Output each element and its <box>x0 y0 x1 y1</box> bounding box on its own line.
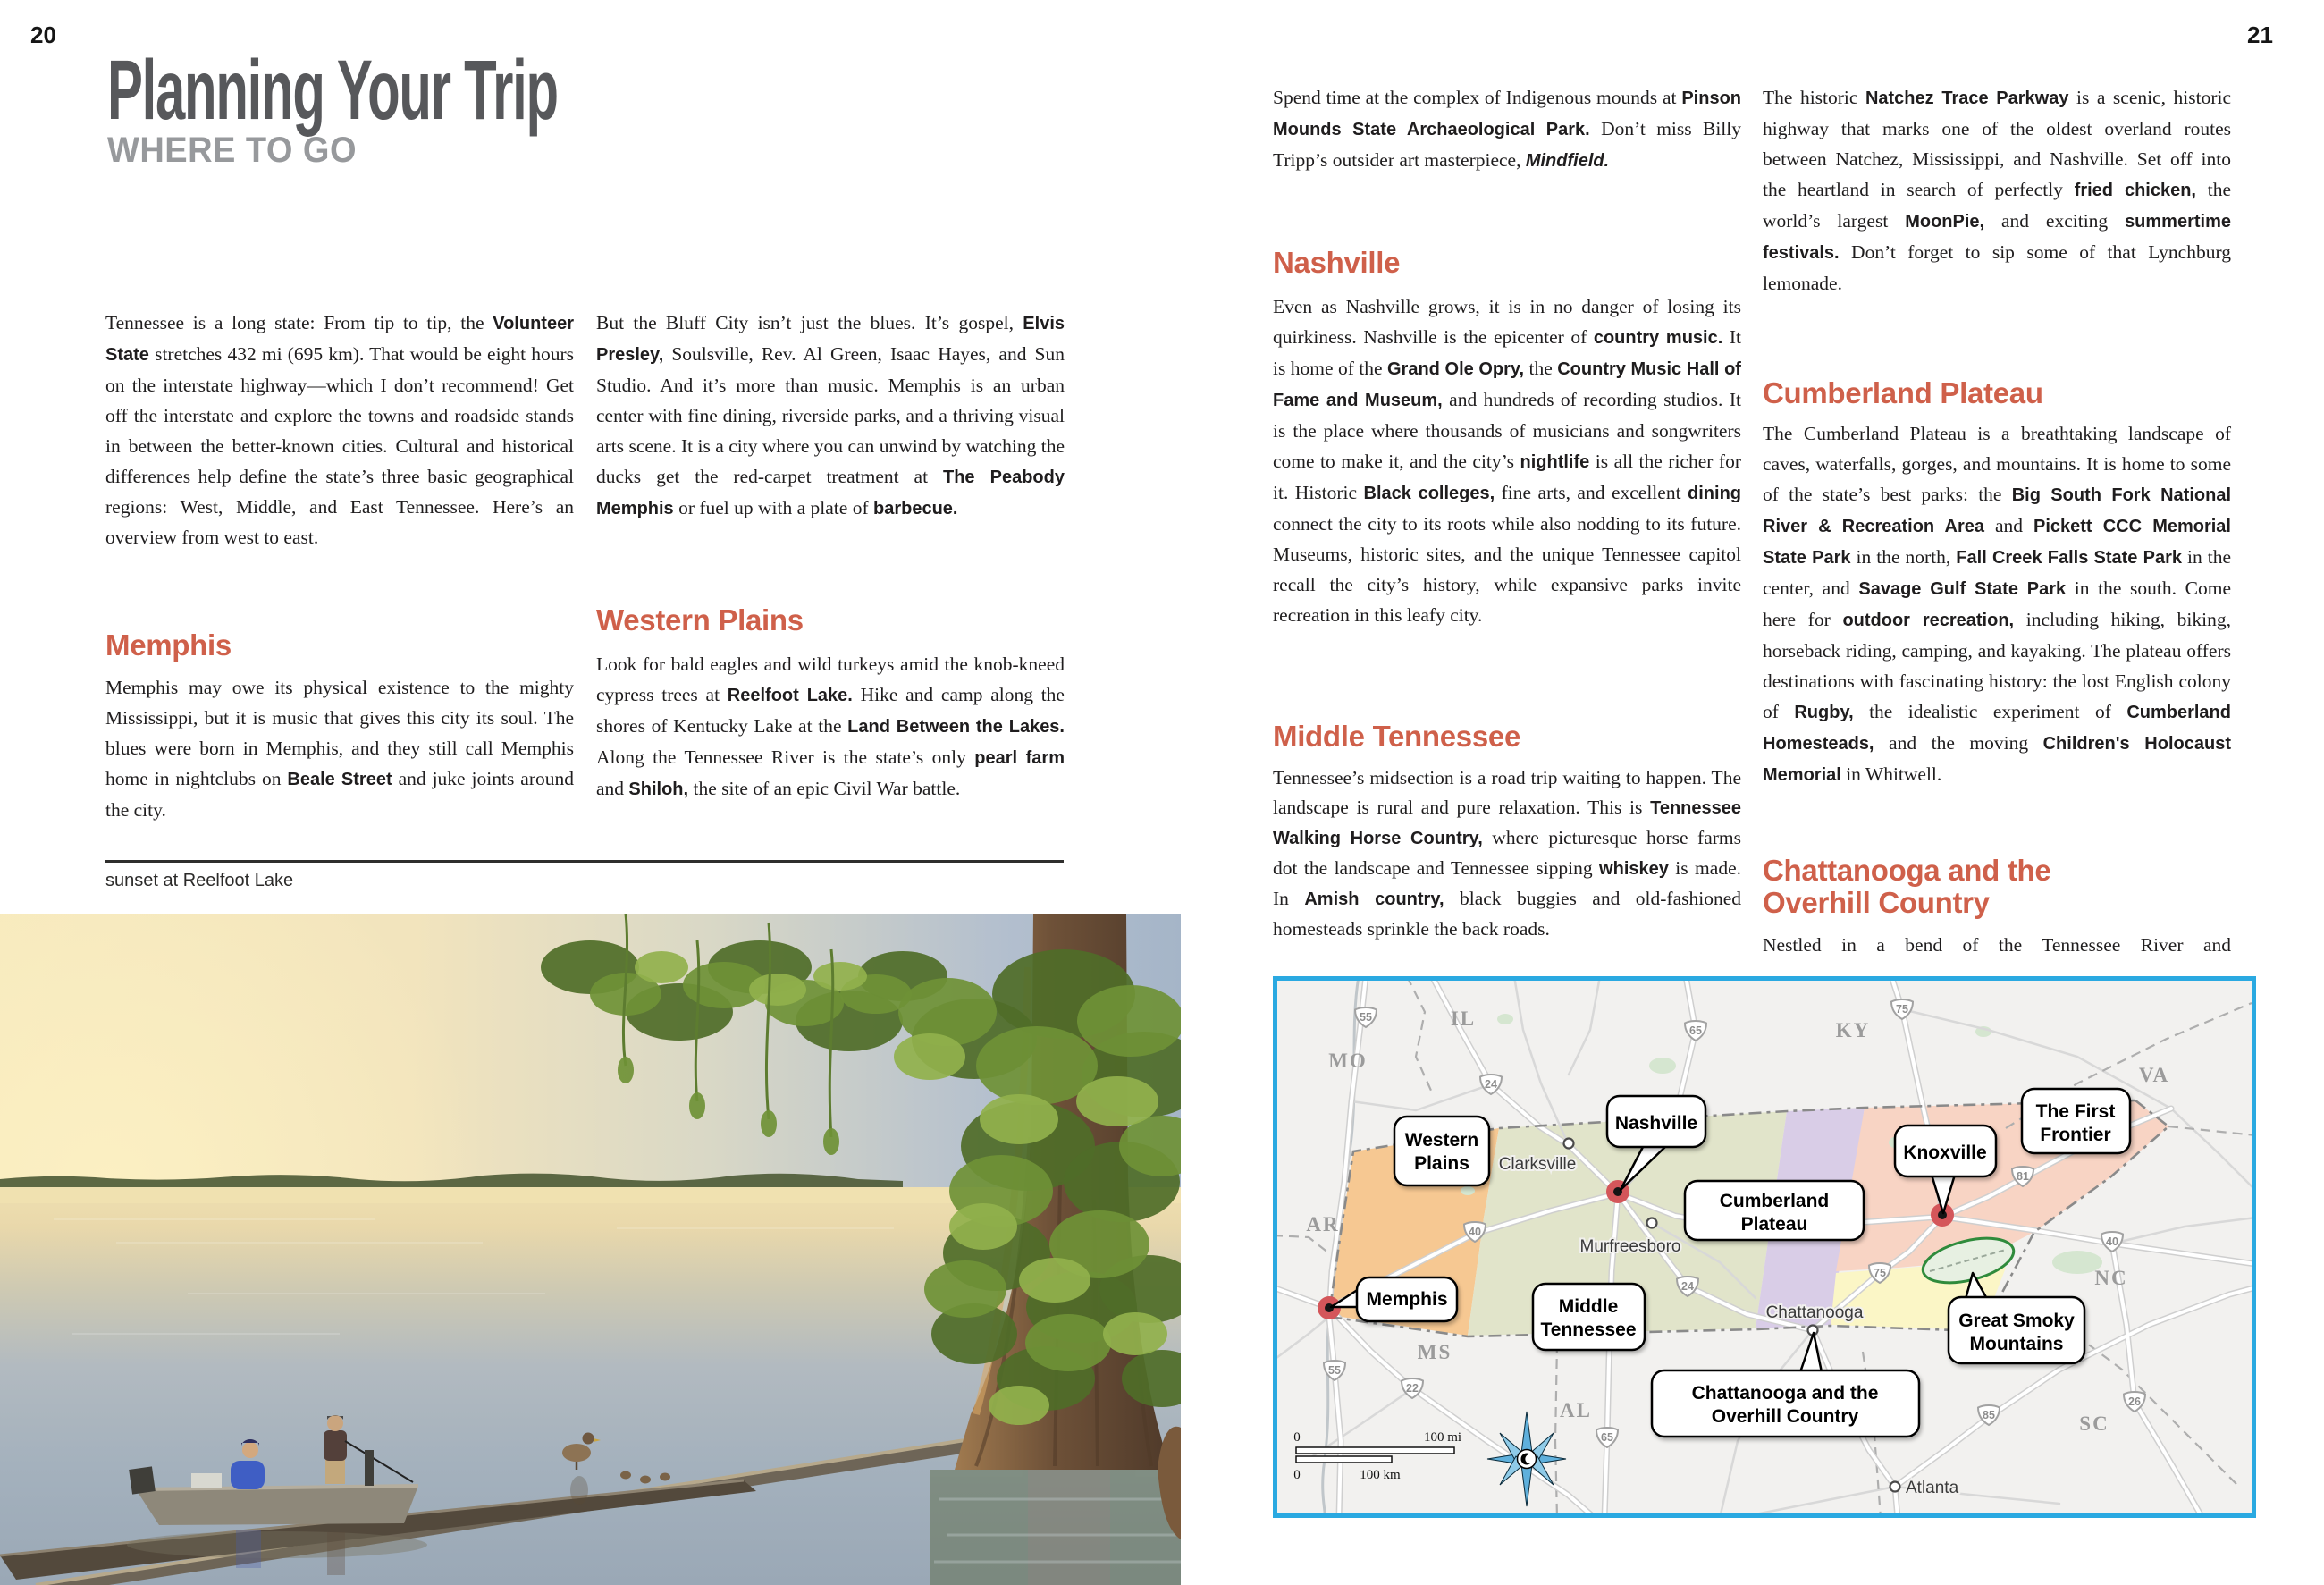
right-col1-para3: Tennessee’s midsection is a road trip waiting to happen. The landscape is rural and pure relaxation. This is Tennessee Walking Horse Country, where picturesque horse farms dot the landscape and Tennessee sipping whiskey is made. In Amish country, black buggies and old-fashioned homesteads sprinkle the back roads. <box>1273 767 1742 940</box>
svg-text:AL: AL <box>1560 1399 1592 1421</box>
svg-text:65: 65 <box>1689 1024 1702 1037</box>
right-col1-para2: Even as Nashville grows, it is in no danger of losing its quirkiness. Nashville is the epicenter of country music. It is home of the Grand Ole Opry, the Country Music Hall of Fame and Museum, and hundreds of recording studios. It is the place where thousands of musicians and songwriters come to make it, and the city’s nightlife is all the richer for it. Historic Black colleges, fine arts, and excellent dining connect the city to its roots while also nodding to its future. Museums, historic sites, and the unique Tennessee capitol recall the city’s history, while expansive parks invite recreation in this leafy city. <box>1273 296 1741 626</box>
svg-text:Memphis: Memphis <box>1366 1289 1448 1310</box>
svg-text:MS: MS <box>1417 1341 1452 1363</box>
svg-text:100 km: 100 km <box>1360 1468 1401 1482</box>
svg-text:75: 75 <box>1874 1267 1886 1279</box>
svg-text:CumberlandPlateau: Cumberland Plateau <box>1719 1191 1830 1235</box>
svg-text:26: 26 <box>2128 1395 2141 1408</box>
svg-text:0: 0 <box>1293 1430 1301 1445</box>
svg-text:Great SmokyMountains: Great Smoky Mountains <box>1958 1311 2075 1354</box>
cumberland-heading: Cumberland Plateau <box>1763 376 2043 409</box>
section-heading: WHERE TO GO <box>107 131 357 170</box>
svg-text:AR: AR <box>1306 1213 1340 1235</box>
photo-caption: sunset at Reelfoot Lake <box>105 871 294 890</box>
svg-text:22: 22 <box>1406 1382 1419 1395</box>
svg-text:55: 55 <box>1328 1364 1341 1377</box>
map-callout-first-frontier <box>2022 1089 2130 1153</box>
map-callout-middle-tennessee <box>1533 1284 1645 1350</box>
reelfoot-lake-photo <box>0 914 1181 1585</box>
svg-text:Chattanooga and theOverhill Co: Chattanooga and the Overhill Country <box>1691 1383 1879 1427</box>
svg-text:KY: KY <box>1835 1019 1871 1041</box>
western-plains-heading: Western Plains <box>596 603 804 637</box>
svg-text:65: 65 <box>1601 1431 1613 1444</box>
caption-rule <box>105 860 1064 863</box>
page-title: Planning Your Trip <box>107 43 558 138</box>
right-col2-para3: Nestled in a bend of the Tennessee River and <box>1763 934 2231 956</box>
svg-text:Atlanta: Atlanta <box>1906 1479 1959 1497</box>
svg-text:40: 40 <box>1469 1226 1481 1238</box>
svg-text:Knoxville: Knoxville <box>1903 1142 1987 1163</box>
svg-text:SC: SC <box>2079 1412 2109 1435</box>
svg-text:55: 55 <box>1360 1011 1372 1024</box>
svg-text:VA: VA <box>2138 1064 2170 1086</box>
nashville-heading: Nashville <box>1273 246 1401 279</box>
middle-tennessee-heading: Middle Tennessee <box>1273 720 1521 753</box>
left-col1-para1: Tennessee is a long state: From tip to tip, the Volunteer State stretches 432 mi (695 km). That would be eight hours on the interstate highway—which I don’t recommend! Get off the interstate and explore the towns and roadside stands in between the better-known cities. Cultural and historical differences help define the state’s three basic geographical regions: West, Middle, and East Tennessee. Here’s an overview from west to east. <box>105 312 574 548</box>
right-col2-para1: The historic Natchez Trace Parkway is a scenic, historic highway that marks one of the oldest overland routes between Natchez, Mississippi, and Nashville. Set off into the heartland in search of perfectly fried chicken, the world’s largest MoonPie, and exciting summertime festivals. Don’t forget to sip some of that Lynchburg lemonade. <box>1763 87 2232 294</box>
left-col2-para1: But the Bluff City isn’t just the blues. It’s gospel, Elvis Presley, Soulsville, Rev. Al Green, Isaac Hayes, and Sun Studio. And it’s more than music. Memphis is an urban center with fine dining, riverside parks, and a thriving visual arts scene. It is a city where you can unwind by watching the ducks get the red-carpet treatment at The Peabody Memphis or fuel up with a plate of barbecue. <box>596 312 1065 518</box>
svg-text:75: 75 <box>1896 1003 1908 1016</box>
svg-text:85: 85 <box>1983 1409 1995 1421</box>
right-col2-para2: The Cumberland Plateau is a breathtaking landscape of caves, waterfalls, gorges, and mountains. It is home to some of the state’s best parks: the Big South Fork National River & Recreation Area and Pickett CCC Memorial State Park in the north, Fall Creek Falls State Park in the center, and Savage Gulf State Park in the south. Come here for outdoor recreation, including hiking, biking, horseback riding, camping, and kayaking. The plateau offers destinations with fascinating history: the lost English colony of Rugby, the idealistic experiment of Cumberland Homesteads, and the moving Children's Holocaust Memorial in Whitwell. <box>1763 423 2232 785</box>
svg-text:81: 81 <box>2017 1170 2029 1183</box>
left-col1-para2: Memphis may owe its physical existence to the mighty Mississippi, but it is music that gives this city its soul. The blues were born in Memphis, and they still call Memphis home in nightclubs on Beale Street and juke joints around the city. <box>105 677 574 821</box>
svg-text:MO: MO <box>1328 1050 1368 1072</box>
left-col2-para2: Look for bald eagles and wild turkeys amid the knob-kneed cypress trees at Reelfoot Lake. Hike and camp along the shores of Kentucky Lake at the Land Between the Lakes. Along the Tennessee River is the state’s only pearl farm and Shiloh, the site of an epic Civil War battle. <box>596 653 1065 799</box>
svg-text:24: 24 <box>1485 1078 1497 1091</box>
svg-text:100 mi: 100 mi <box>1423 1430 1462 1445</box>
svg-text:Murfreesboro: Murfreesboro <box>1579 1237 1681 1256</box>
chattanooga-heading: Chattanooga and the Overhill Country <box>1763 854 2051 919</box>
svg-text:0: 0 <box>1293 1468 1301 1482</box>
tennessee-regions-map <box>1273 976 2256 1518</box>
svg-text:MiddleTennessee: Middle Tennessee <box>1540 1296 1637 1340</box>
svg-text:40: 40 <box>2106 1235 2118 1248</box>
page-number-right: 21 <box>2247 21 2273 48</box>
svg-text:IL: IL <box>1450 1007 1477 1030</box>
right-col1-para1: Spend time at the complex of Indigenous mounds at Pinson Mounds State Archaeological Park. Don’t miss Billy Tripp’s outsider art masterpiece, Mindfield. <box>1273 87 1741 171</box>
svg-text:24: 24 <box>1681 1280 1694 1293</box>
svg-text:NC: NC <box>2094 1267 2128 1289</box>
page-number-left: 20 <box>30 21 56 48</box>
svg-text:The FirstFrontier: The First Frontier <box>2035 1101 2116 1145</box>
svg-text:Chattanooga: Chattanooga <box>1765 1303 1864 1322</box>
map-callout-western-plains <box>1394 1117 1489 1185</box>
map-callout-cumberland-plateau <box>1685 1181 1864 1240</box>
svg-text:Nashville: Nashville <box>1614 1113 1698 1134</box>
tree-reflection <box>930 1470 1181 1585</box>
memphis-heading: Memphis <box>105 628 232 662</box>
svg-text:WesternPlains: Western Plains <box>1404 1130 1479 1174</box>
svg-text:Clarksville: Clarksville <box>1498 1155 1577 1174</box>
